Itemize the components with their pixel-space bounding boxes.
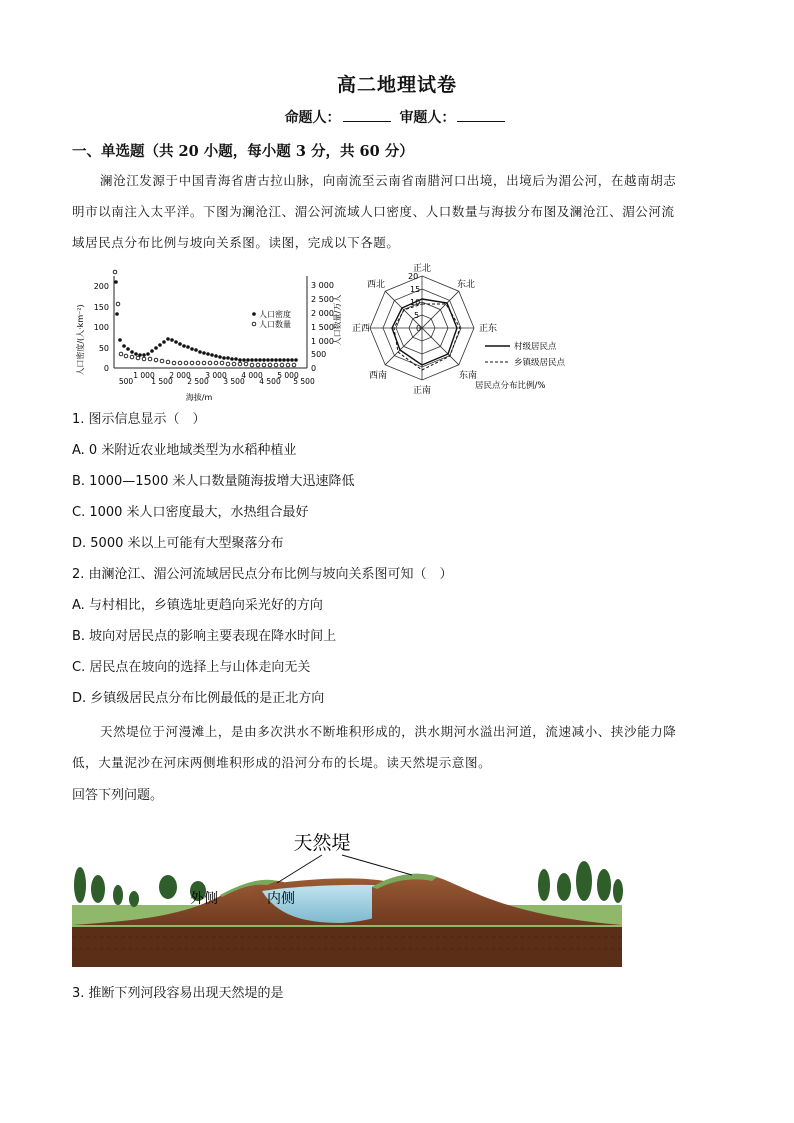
passage-1-line: 明市以南注入太平洋。下图为澜沧江、湄公河流域人口密度、人口数量与海拔分布图及澜沧江、湄公河流 (72, 204, 675, 219)
radial-tick: 0 (416, 324, 422, 333)
q2-option-d: D. 乡镇级居民点分布比例最低的是正北方向 (72, 691, 325, 706)
pointer-left (277, 855, 322, 883)
natural-levee-figure (72, 825, 622, 967)
radial-tick: 10 (410, 298, 421, 307)
direction-sw: 西南 (368, 371, 388, 381)
x-tick: 3 500 (223, 377, 245, 386)
direction-e: 正东 (478, 324, 498, 334)
x-tick: 1 000 (133, 371, 155, 380)
y-left-tick: 100 (93, 323, 109, 332)
direction-s: 正南 (412, 386, 432, 396)
y-right-tick: 500 (311, 350, 327, 359)
radial-tick: 5 (414, 311, 420, 320)
ground-layer (72, 925, 622, 967)
x-tick: 3 000 (205, 371, 227, 380)
q1-option-c: C. 1000 米人口密度最大，水热组合最好 (72, 505, 309, 520)
x-tick: 4 000 (241, 371, 263, 380)
direction-ne: 东北 (456, 280, 476, 290)
outer-side-label: 外侧 (190, 891, 218, 907)
y-left-tick: 200 (93, 282, 109, 291)
q3-stem: 3. 推断下列河段容易出现天然堤的是 (72, 986, 284, 1001)
trees-right (538, 861, 623, 903)
x-tick: 1 500 (151, 377, 173, 386)
levee-title: 天然堤 (293, 832, 351, 854)
x-tick: 5 500 (293, 377, 315, 386)
x-tick: 5 000 (277, 371, 299, 380)
radial-tick: 20 (408, 272, 419, 281)
y-right-label-holder (330, 280, 344, 360)
y-right-tick: 1 500 (311, 323, 334, 332)
x-ticks (119, 371, 315, 386)
passage-1 (72, 165, 722, 258)
x-axis-label: 海拔/m (185, 393, 213, 402)
direction-se: 东南 (458, 371, 478, 381)
q1-option-a: A. 0 米附近农业地域类型为水稻种植业 (72, 443, 297, 458)
q2-option-c: C. 居民点在坡向的选择上与山体走向无关 (72, 660, 311, 675)
passage-1-line: 澜沧江发源于中国青海省唐古拉山脉，向南流至云南省南腊河口出境，出境后为湄公河，在越南胡志 (100, 173, 677, 188)
q1-option-d: D. 5000 米以上可能有大型聚落分布 (72, 536, 284, 551)
legend-township-label: 乡镇级居民点 (514, 358, 566, 368)
legend-village-label: 村级居民点 (514, 342, 557, 352)
direction-n: 正北 (412, 264, 432, 274)
direction-nw: 西北 (366, 280, 386, 290)
legend-density-marker (252, 312, 256, 316)
legend-count-label: 人口数量 (259, 320, 291, 329)
pointer-right (342, 855, 412, 875)
passage-2-line: 低，大量泥沙在河床两侧堆积形成的沿河分布的长堤。读天然堤示意图。 (72, 755, 492, 770)
y-right-tick: 2 500 (311, 295, 334, 304)
x-tick: 2 500 (187, 377, 209, 386)
q2-option-a: A. 与村相比，乡镇选址更趋向采光好的方向 (72, 598, 323, 613)
aspect-radar-chart (351, 258, 595, 402)
reviewer-blank (457, 109, 505, 122)
x-tick: 4 500 (259, 377, 281, 386)
q2-option-b: B. 坡向对居民点的影响主要表现在降水时间上 (72, 629, 337, 644)
population-elevation-chart (74, 268, 332, 408)
trees-left (74, 867, 206, 907)
radar-caption: 居民点分布比例/% (475, 381, 546, 391)
x-tick: 500 (118, 377, 134, 386)
township-series (394, 304, 460, 370)
q2-stem: 2. 由澜沧江、湄公河流域居民点分布比例与坡向关系图可知（ ） (72, 567, 453, 582)
x-tick: 2 000 (169, 371, 191, 380)
y-right-tick: 3 000 (311, 281, 334, 290)
passage-2-line: 天然堤位于河漫滩上，是由多次洪水不断堆积形成的，洪水期河水溢出河道，流速减小、挟沙能力降 (100, 724, 677, 739)
y-left-tick: 150 (93, 303, 109, 312)
direction-w: 正西 (351, 324, 371, 334)
y-right-axis-label-text: 人口数量/万人 (333, 294, 342, 346)
direction-labels (352, 262, 497, 396)
q1-option-b: B. 1000—1500 米人口数量随海拔增大迅速降低 (72, 474, 355, 489)
passage-1-line: 域居民点分布比例与坡向关系图。读图，完成以下各题。 (72, 235, 400, 250)
radial-tick: 15 (410, 285, 421, 294)
legend-density-label: 人口密度 (259, 310, 291, 319)
setter-blank (343, 109, 391, 122)
reviewer-label: 审题人： (399, 110, 456, 126)
author-line (0, 107, 794, 127)
setter-label: 命题人： (284, 110, 341, 126)
q1-stem: 1. 图示信息显示（ ） (72, 412, 206, 427)
page-title: 高二地理试卷 (336, 74, 457, 96)
legend-count-marker (252, 322, 256, 326)
inner-side-label: 内侧 (267, 891, 295, 907)
y-left-axis-label: 人口密度/(人·km⁻²) (76, 304, 85, 376)
y-right-tick: 2 000 (311, 309, 334, 318)
y-left-tick: 50 (98, 344, 109, 353)
y-left-ticks (94, 282, 109, 373)
y-right-tick: 1 000 (311, 337, 334, 346)
y-right-tick: 0 (311, 364, 317, 373)
passage-2 (72, 716, 722, 778)
y-left-tick: 0 (103, 364, 109, 373)
section-heading: 一、单选题（共 20 小题，每小题 3 分，共 60 分） (72, 143, 414, 160)
passage-2-instruction: 回答下列问题。 (72, 788, 164, 803)
